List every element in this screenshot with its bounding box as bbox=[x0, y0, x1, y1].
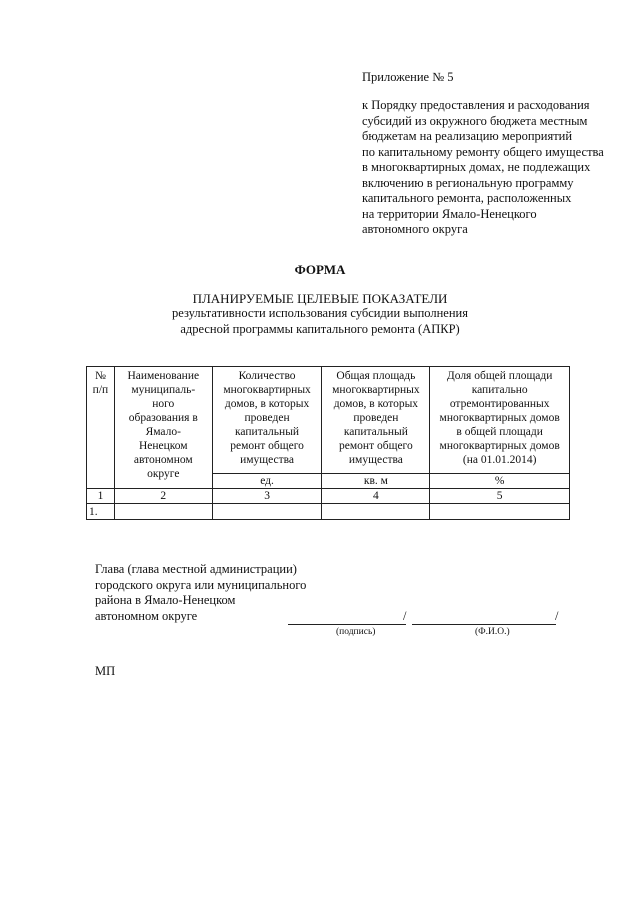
document-title: ПЛАНИРУЕМЫЕ ЦЕЛЕВЫЕ ПОКАЗАТЕЛИ bbox=[192, 291, 448, 306]
header-cell-number: № п/п bbox=[87, 367, 115, 489]
reference-line: бюджетам на реализацию мероприятий bbox=[362, 129, 573, 143]
header-cell-municipality: Наименование муниципаль- ного образования в Ямало- Ненецком автономном округе bbox=[114, 367, 212, 489]
appendix-title: Приложение № 5 bbox=[362, 70, 454, 84]
reference-line: в многоквартирных домах, не подлежащих bbox=[362, 160, 591, 174]
indicators-table bbox=[86, 366, 570, 520]
signatory-line: района в Ямало-Ненецком bbox=[95, 593, 236, 607]
stamp-label: МП bbox=[95, 664, 116, 678]
table-cell bbox=[114, 504, 212, 520]
signature-separator: / bbox=[403, 609, 407, 623]
table-cell bbox=[322, 504, 430, 520]
signature-line bbox=[288, 624, 406, 625]
document-subtitle-line: результативности использования субсидии выполнения bbox=[172, 306, 468, 320]
header-cell-house-count: Количество многоквартирных домов, в которых проведен капитальный ремонт общего имущества bbox=[212, 367, 322, 474]
reference-line: включению в региональную программу bbox=[362, 175, 574, 190]
unit-cell: ед. bbox=[212, 474, 322, 489]
signatory-line: городского округа или муниципального bbox=[95, 577, 307, 592]
table-row bbox=[87, 504, 570, 520]
table-cell bbox=[212, 504, 322, 520]
name-line bbox=[412, 624, 556, 625]
column-number-cell: 4 bbox=[322, 489, 430, 504]
table-cell bbox=[430, 504, 570, 520]
name-separator: / bbox=[555, 609, 559, 623]
reference-line: субсидий из окружного бюджета местным bbox=[362, 113, 588, 128]
unit-cell: % bbox=[430, 474, 570, 489]
form-label: ФОРМА bbox=[294, 262, 346, 277]
reference-line: капитального ремонта, расположенных bbox=[362, 191, 572, 205]
table-column-numbers-row bbox=[87, 489, 570, 504]
signatory-block bbox=[95, 562, 306, 624]
document-subtitle-line: адресной программы капитального ремонта (АПКР) bbox=[180, 322, 460, 336]
table-cell: 1. bbox=[87, 504, 115, 520]
column-number-cell: 2 bbox=[114, 489, 212, 504]
reference-line: по капитальному ремонту общего имущества bbox=[362, 144, 604, 159]
table-header-row bbox=[87, 367, 570, 474]
signature-caption: (подпись) bbox=[336, 627, 376, 637]
signatory-line: автономном округе bbox=[95, 608, 198, 623]
appendix-reference bbox=[362, 98, 604, 238]
header-cell-total-area: Общая площадь многоквартирных домов, в которых проведен капитальный ремонт общего имущества bbox=[322, 367, 430, 474]
column-number-cell: 1 bbox=[87, 489, 115, 504]
unit-cell: кв. м bbox=[322, 474, 430, 489]
reference-line: к Порядку предоставления и расходования bbox=[362, 98, 590, 112]
reference-line: автономного округа bbox=[362, 222, 468, 236]
column-number-cell: 3 bbox=[212, 489, 322, 504]
column-number-cell: 5 bbox=[430, 489, 570, 504]
signatory-line: Глава (глава местной администрации) bbox=[95, 562, 297, 576]
header-cell-area-share: Доля общей площади капитально отремонтированных многоквартирных домов в общей площади многоквартирных домов (на 01.01.2014) bbox=[430, 367, 570, 474]
name-caption: (Ф.И.О.) bbox=[475, 627, 510, 637]
reference-line: на территории Ямало-Ненецкого bbox=[362, 206, 537, 221]
